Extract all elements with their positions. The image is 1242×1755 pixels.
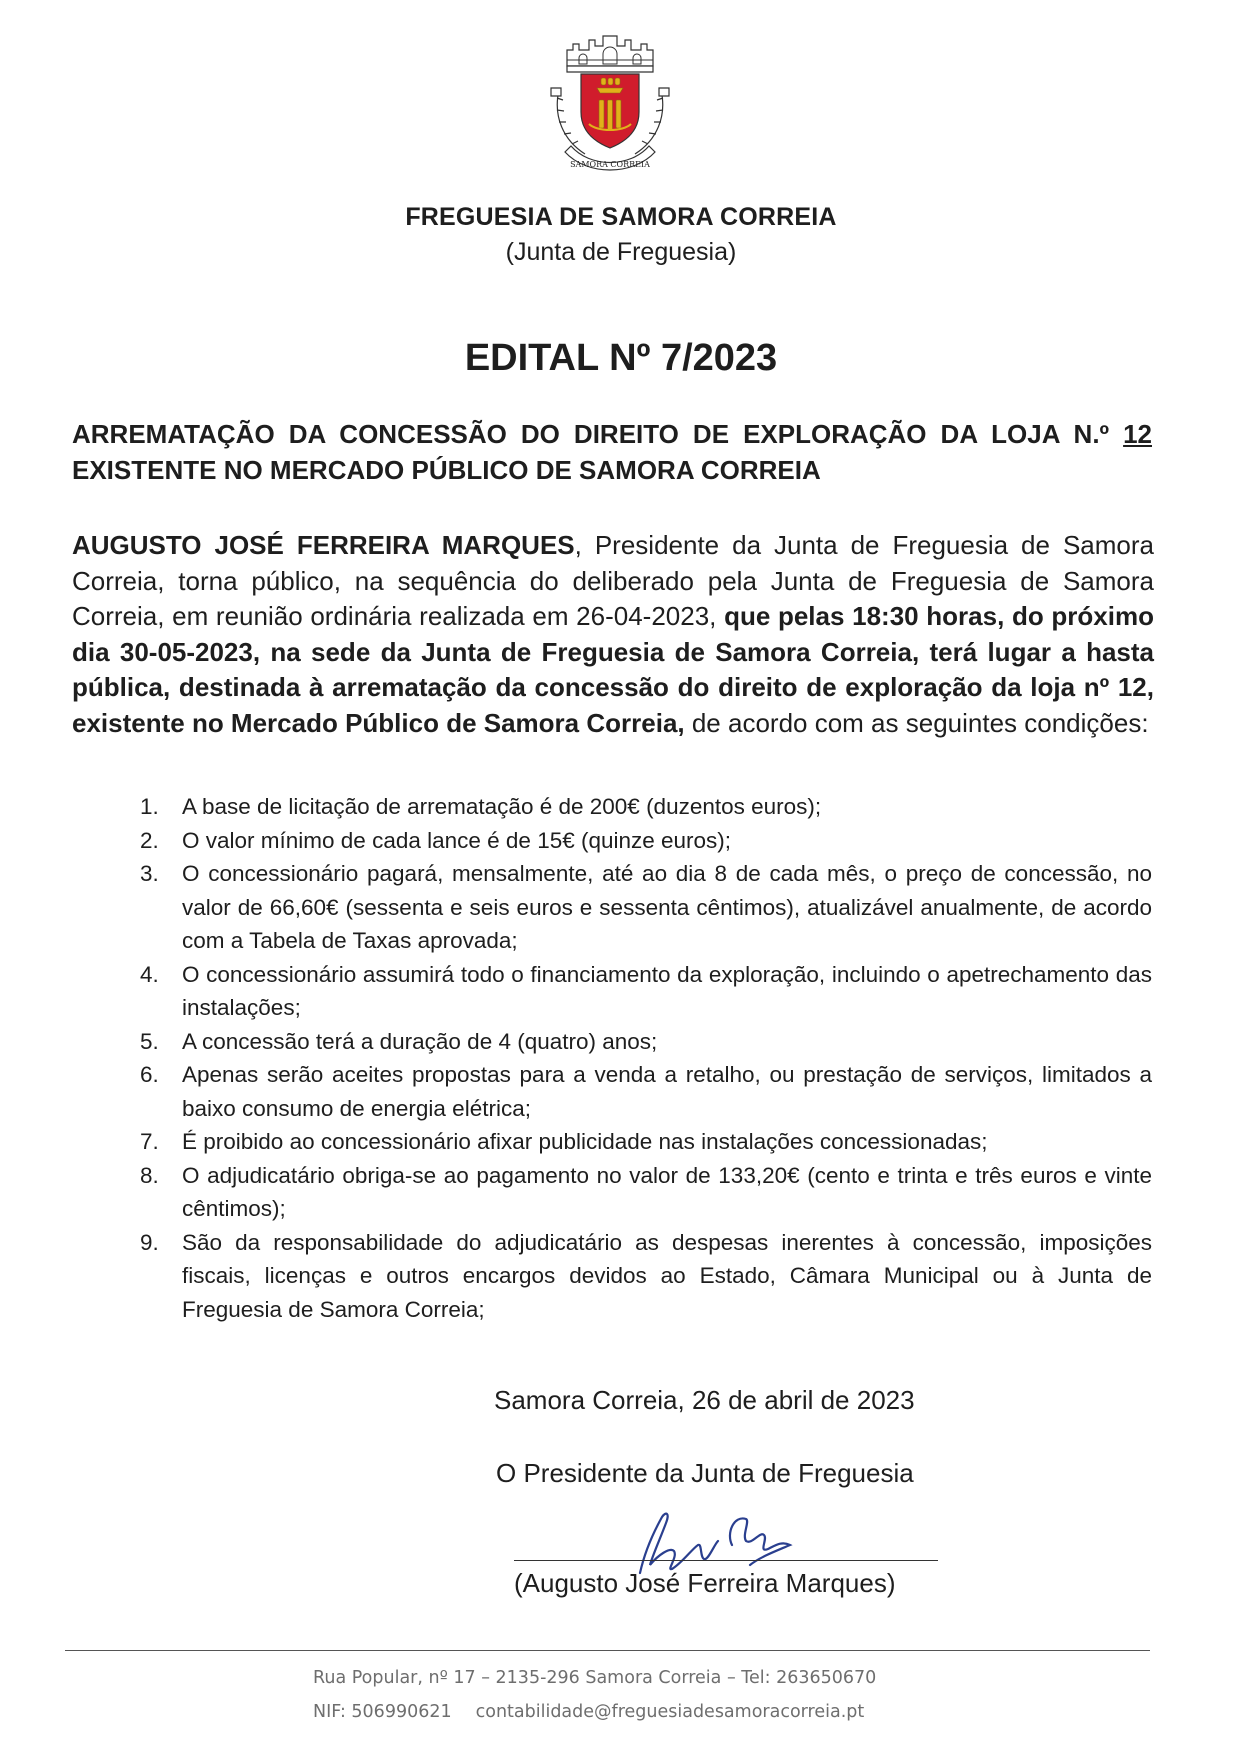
list-item-text: A base de licitação de arrematação é de 200€ (duzentos euros);	[182, 794, 822, 819]
list-item-text: O concessionário pagará, mensalmente, até ao dia 8 de cada mês, o preço de concessão, no valor de 66,60€ (sessenta e seis euros e sessenta cêntimos), atualizável anualmente, de acordo com a Tabela de Taxas aprovada;	[182, 861, 1152, 953]
list-item	[140, 1025, 1152, 1059]
list-item-number: 4.	[140, 961, 159, 987]
list-item-text: São da responsabilidade do adjudicatário as despesas inerentes à concessão, imposições fiscais, licenças e outros encargos devidos ao Estado, Câmara Municipal ou à Junta de Freguesia de Samora Correia;	[182, 1229, 1152, 1322]
edital-subject	[72, 416, 1152, 488]
organization-subtitle: (Junta de Freguesia)	[505, 238, 737, 266]
signer-name: (Augusto José Ferreira Marques)	[514, 1568, 896, 1598]
list-item-number: 8.	[140, 1162, 159, 1188]
list-item	[140, 1058, 1152, 1125]
list-item	[140, 824, 1152, 858]
signature-line	[514, 1560, 938, 1561]
list-item	[140, 857, 1152, 958]
municipal-coat-of-arms-icon	[545, 28, 675, 178]
list-item-text: O valor mínimo de cada lance é de 15€ (quinze euros);	[182, 827, 732, 853]
edital-title: EDITAL Nº 7/2023	[464, 337, 778, 379]
list-item	[140, 1159, 1152, 1226]
footer-contact	[313, 1702, 864, 1722]
intro-bold-text: que pelas 18:30 horas, do próximo dia 30-05-2023, na sede da Junta de Freguesia de Samora Correia, terá lugar a hasta pública, destinada à arrematação da concessão do direito de exploração da loja nº 12, existente no Mercado Público de Samora Correia,	[72, 601, 1154, 738]
list-item-text: O adjudicatário obriga-se ao pagamento no valor de 133,20€ (cento e trinta e três euros e vinte cêntimos);	[182, 1162, 1152, 1221]
list-item-number: 7.	[140, 1129, 159, 1154]
subject-lot-number: 12	[1123, 419, 1152, 449]
place-and-date: Samora Correia, 26 de abril de 2023	[494, 1385, 915, 1415]
list-item-number: 1.	[140, 794, 159, 819]
president-name: AUGUSTO JOSÉ FERREIRA MARQUES	[72, 530, 575, 560]
intro-text-1: , Presidente da Junta de Freguesia de Samora Correia, torna público, na sequência do deliberado pela Junta de Freguesia de Samora Correia, em reunião ordinária realizada em 26-04-2023,	[72, 530, 1154, 631]
organization-name: FREGUESIA DE SAMORA CORREIA	[405, 203, 837, 231]
list-item-text: O concessionário assumirá todo o financiamento da exploração, incluindo o apetrechamento das instalações;	[182, 961, 1152, 1020]
conditions-list	[140, 790, 1152, 1326]
subject-part-1: ARREMATAÇÃO DA CONCESSÃO DO DIREITO DE EXPLORAÇÃO DA LOJA N.º	[72, 419, 1124, 449]
intro-text-2: de acordo com as seguintes condições:	[684, 707, 1149, 738]
list-item	[140, 1125, 1152, 1159]
footer-nif: NIF: 506990621	[313, 1702, 452, 1722]
subject-part-2: EXISTENTE NO MERCADO PÚBLICO DE SAMORA CORREIA	[72, 455, 821, 485]
list-item-number: 3.	[140, 861, 159, 886]
list-item-text: É proibido ao concessionário afixar publicidade nas instalações concessionadas;	[182, 1129, 988, 1154]
intro-paragraph	[72, 528, 1154, 741]
footer-divider	[65, 1650, 1150, 1651]
president-title: O Presidente da Junta de Freguesia	[496, 1458, 914, 1488]
list-item-number: 9.	[140, 1229, 159, 1255]
list-item	[140, 958, 1152, 1025]
list-item	[140, 790, 1152, 824]
svg-text:SAMORA CORREIA: SAMORA CORREIA	[570, 160, 650, 169]
list-item-text: Apenas serão aceites propostas para a venda a retalho, ou prestação de serviços, limitados a baixo consumo de energia elétrica;	[182, 1062, 1152, 1121]
list-item-number: 6.	[140, 1062, 159, 1087]
footer-email: contabilidade@freguesiadesamoracorreia.pt	[475, 1702, 865, 1722]
list-item-number: 5.	[140, 1028, 159, 1054]
list-item-text: A concessão terá a duração de 4 (quatro) anos;	[182, 1028, 658, 1054]
footer-address: Rua Popular, nº 17 – 2135-296 Samora Correia – Tel: 263650670	[313, 1668, 877, 1688]
list-item-number: 2.	[140, 827, 159, 853]
list-item	[140, 1226, 1152, 1327]
